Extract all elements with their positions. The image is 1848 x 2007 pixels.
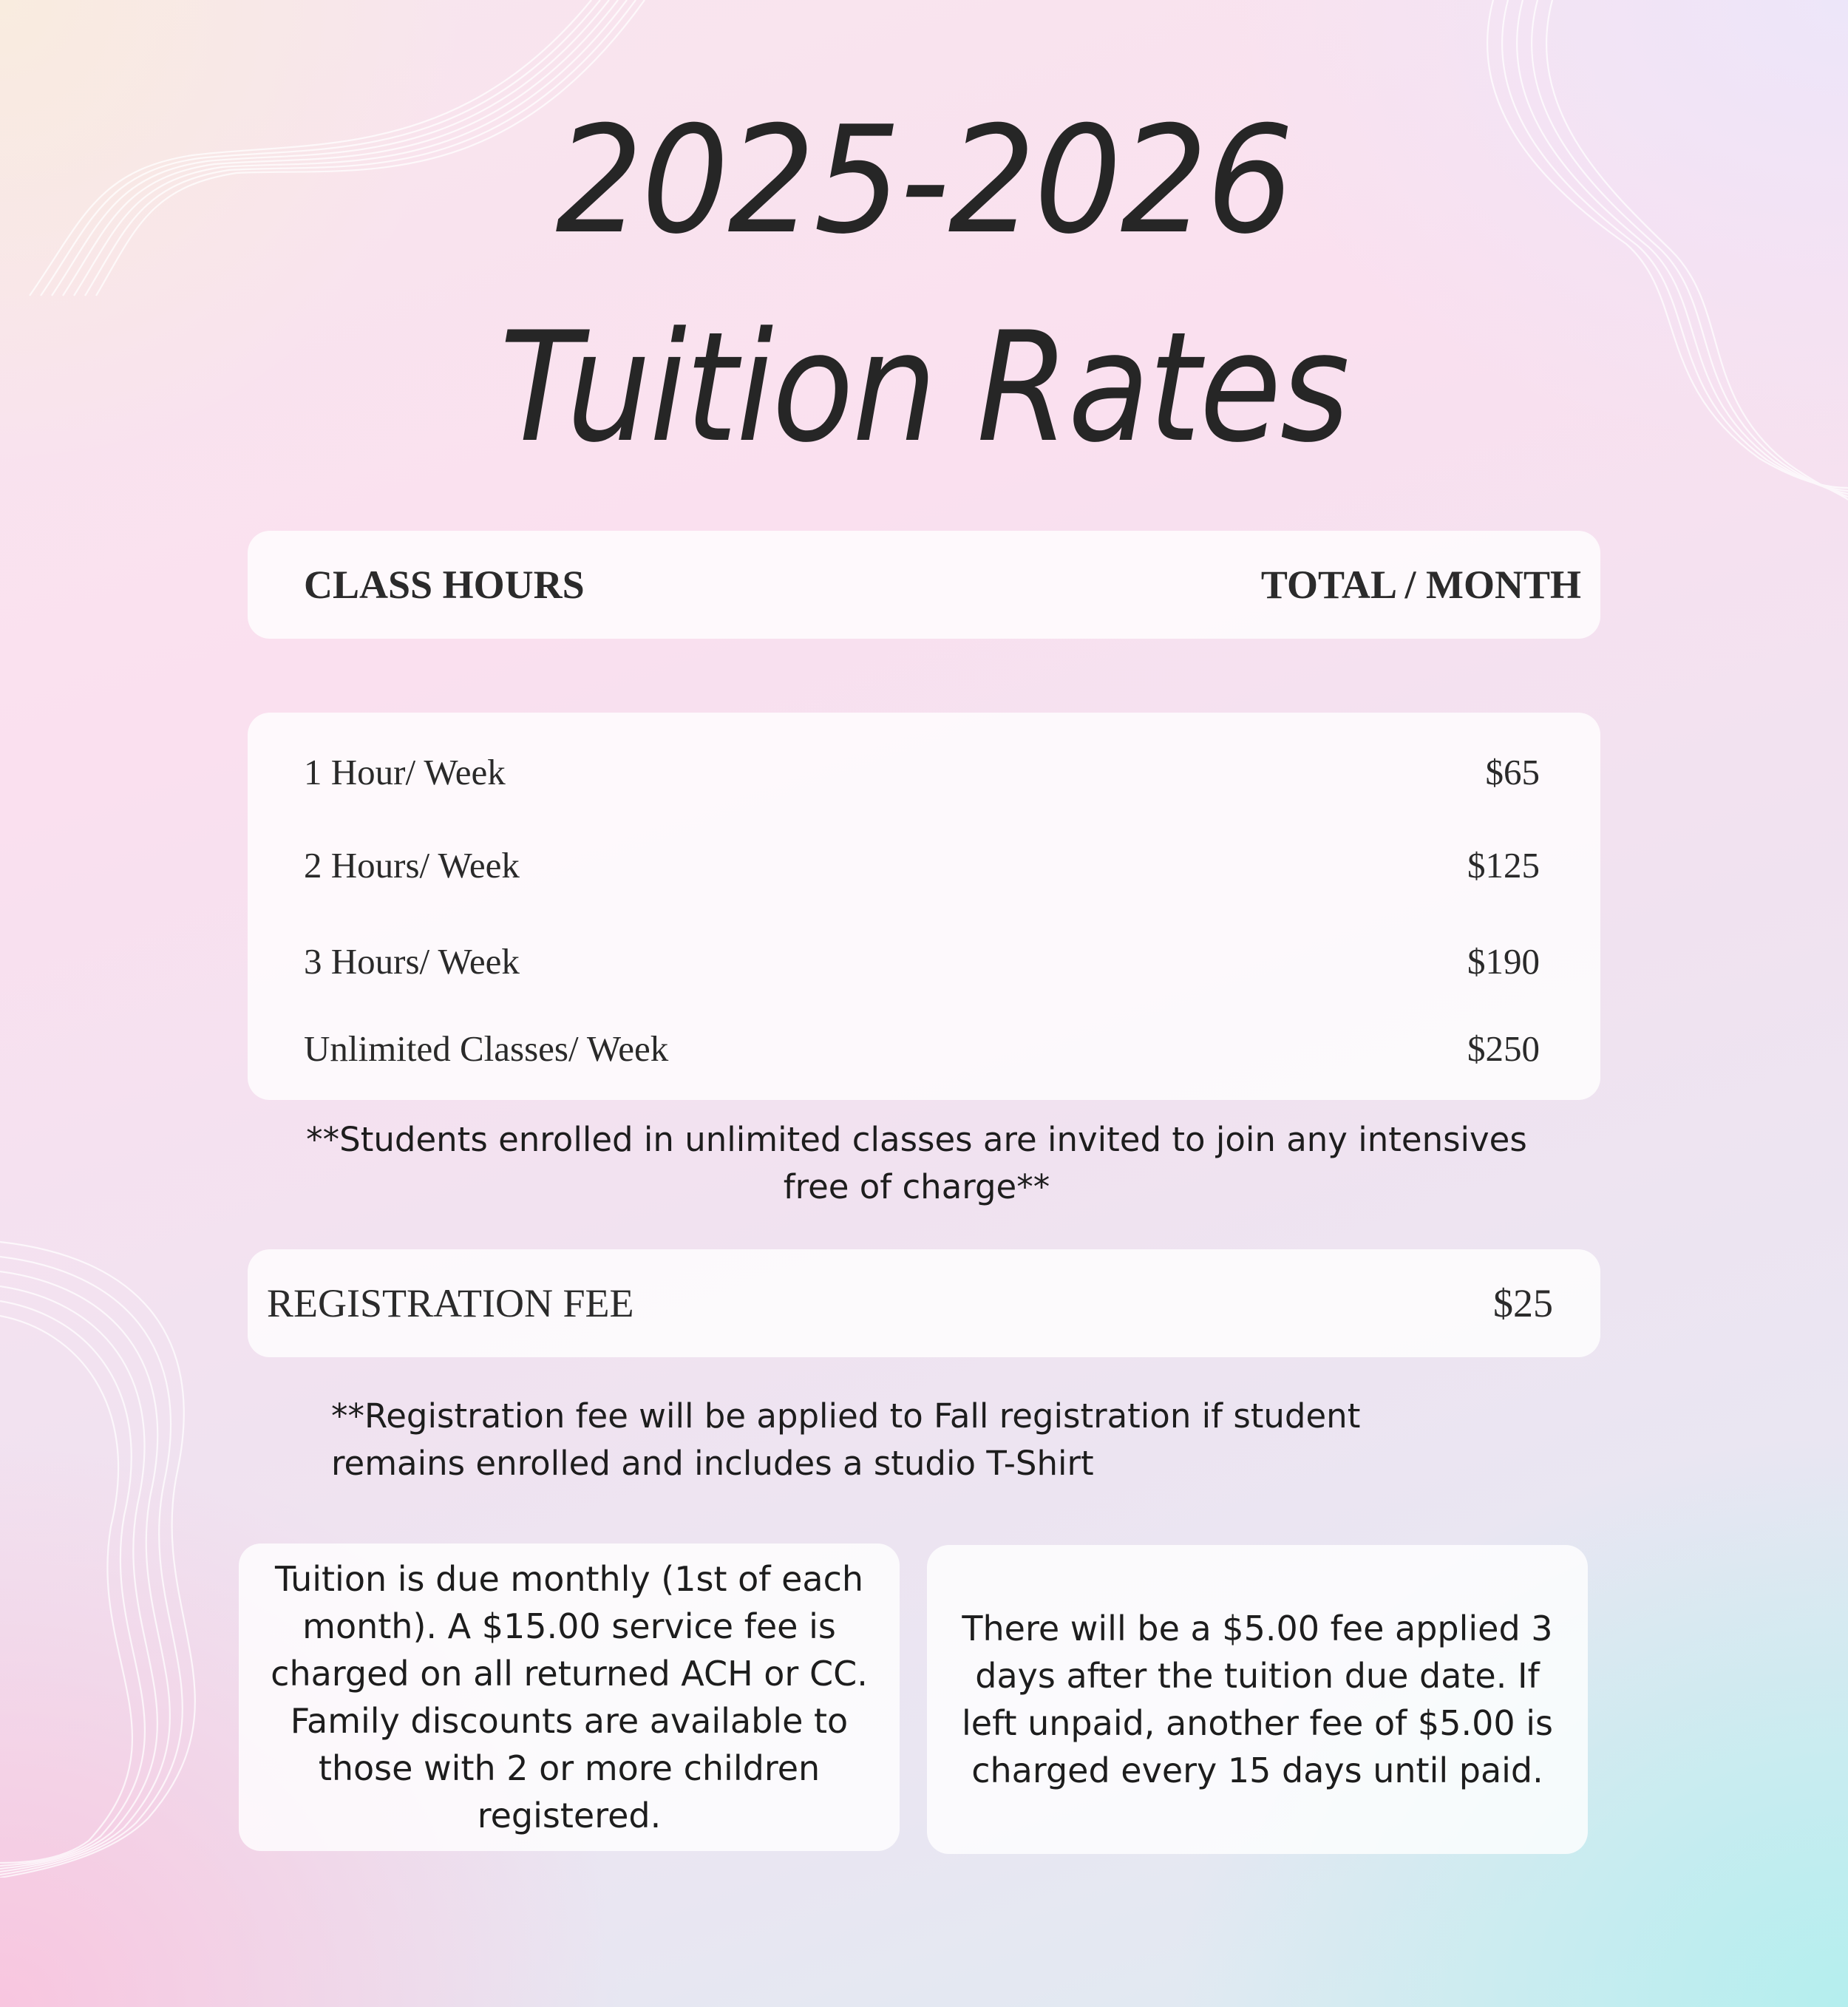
title-years: 2025-2026 <box>555 95 1293 267</box>
tuition-due-text: Tuition is due monthly (1st of each month). A $15.00 service fee is charged on all returned ACH or CC. Family discounts are available to those with 2 or more children registered. <box>271 1559 868 1835</box>
table-header <box>248 531 1600 639</box>
rate-row <box>248 840 1600 892</box>
rate-price: $125 <box>1467 845 1540 886</box>
tuition-due-info-card <box>239 1544 900 1851</box>
title-tuition-rates: Tuition Rates <box>499 300 1349 476</box>
registration-fee-row <box>248 1249 1600 1357</box>
column-header-total-month: TOTAL / MONTH <box>1260 563 1581 607</box>
rate-label: Unlimited Classes/ Week <box>304 1028 669 1069</box>
late-fee-info-card <box>927 1545 1588 1854</box>
late-fee-text: There will be a $5.00 fee applied 3 days after the tuition due date. If left unpaid, another fee of $5.00 is charged every 15 days until paid. <box>962 1609 1553 1790</box>
registration-fee-note: **Registration fee will be applied to Fall registration if student remains enrolled and includes a studio T-Shirt <box>331 1396 1361 1483</box>
rate-row <box>248 1023 1600 1075</box>
rate-row <box>248 936 1600 988</box>
column-header-class-hours: CLASS HOURS <box>304 563 585 607</box>
rate-label: 3 Hours/ Week <box>304 941 520 982</box>
registration-fee-label: REGISTRATION FEE <box>267 1281 634 1325</box>
rate-row <box>248 747 1600 798</box>
unlimited-classes-note: **Students enrolled in unlimited classes are invited to join any intensives free of charge** <box>306 1120 1527 1206</box>
rate-label: 1 Hour/ Week <box>304 752 506 792</box>
registration-fee-price: $25 <box>1493 1281 1553 1325</box>
rate-label: 2 Hours/ Week <box>304 845 520 886</box>
rate-price: $65 <box>1485 752 1540 792</box>
rate-price: $250 <box>1467 1028 1540 1069</box>
rates-table <box>248 713 1600 1100</box>
rate-price: $190 <box>1467 941 1540 982</box>
